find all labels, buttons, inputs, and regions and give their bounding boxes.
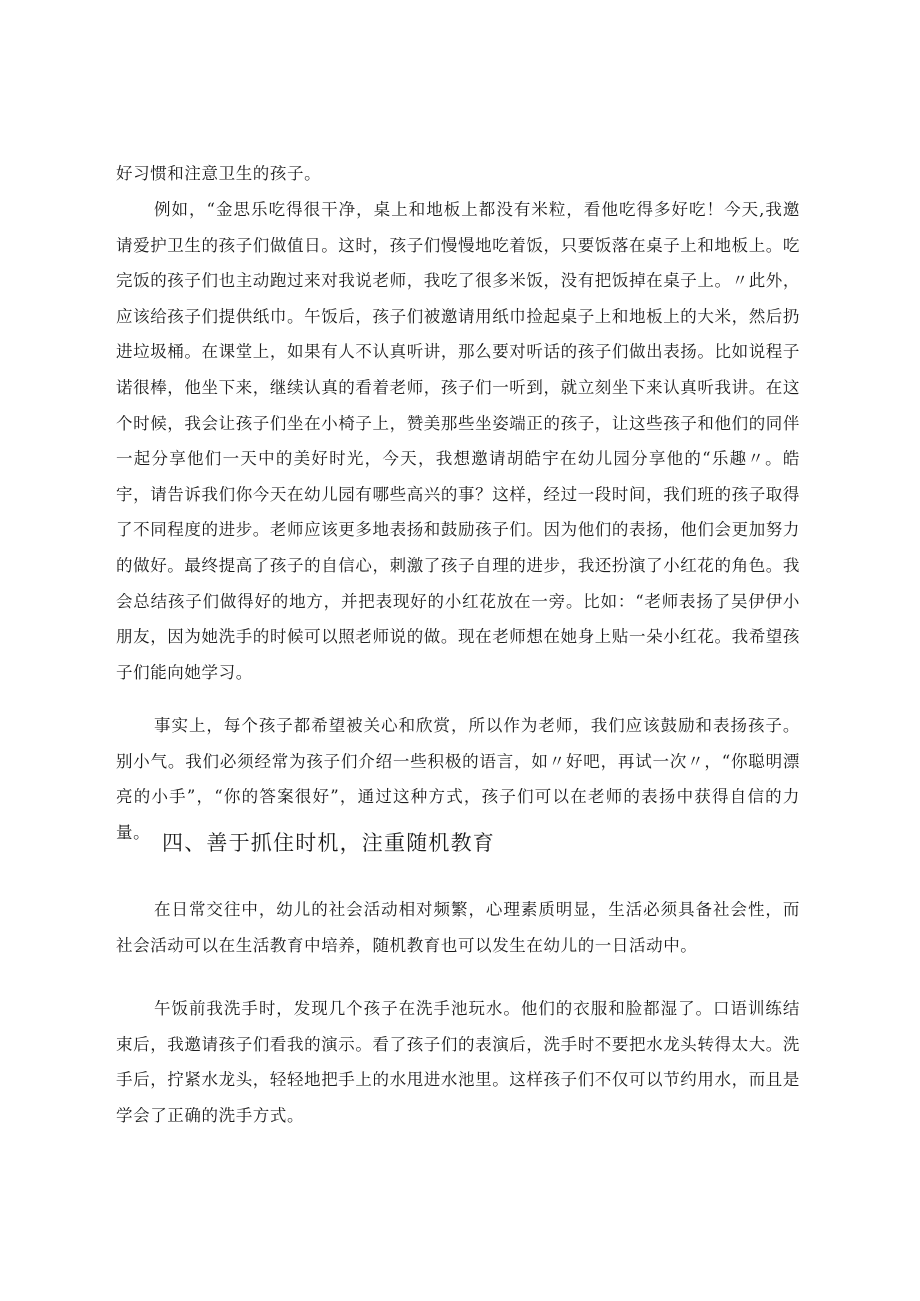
paragraph-encouragement: 事实上，每个孩子都希望被关心和欣赏，所以作为老师，我们应该鼓励和表扬孩子。别小气。我们必须经常为孩子们介绍一些积极的语言，如〃好吧，再试一次〃，“你聪明漂亮的小手”，“你的答案很好”，通过这种方式，孩子们可以在老师的表扬中获得自信的力量。 — [116, 716, 800, 842]
section-heading: 四、善于抓住时机，注重随机教育 — [162, 831, 495, 855]
paragraph-handwashing: 午饭前我洗手时，发现几个孩子在洗手池玩水。他们的衣服和脸都湿了。口语训练结束后，我邀请孩子们看我的演示。看了孩子们的表演后，洗手时不要把水龙头转得太大。洗手后，拧紧水龙头，轻轻地把手上的水甩进水池里。这样孩子们不仅可以节约用水，而且是学会了正确的洗手方式。 — [116, 999, 800, 1125]
paragraph-social-activity: 在日常交往中，幼儿的社会活动相对频繁，心理素质明显，生活必须具备社会性，而社会活动可以在生活教育中培养，随机教育也可以发生在幼儿的一日活动中。 — [116, 900, 800, 955]
paragraph-example-praise: 例如，“金思乐吃得很干净，桌上和地板上都没有米粒，看他吃得多好吃！今天,我邀请爱护卫生的孩子们做值日。这时，孩子们慢慢地吃着饭，只要饭落在桌子上和地板上。吃完饭的孩子们也主动跑过来对我说老师，我吃了很多米饭，没有把饭掉在桌子上。〃此外，应该给孩子们提供纸巾。午饭后，孩子们被邀请用纸巾捡起桌子上和地板上的大米，然后扔进垃圾桶。在课堂上，如果有人不认真听讲，那么要对听话的孩子们做出表扬。比如说程子诺很棒，他坐下来，继续认真的看着老师，孩子们一听到，就立刻坐下来认真听我讲。在这个时候，我会让孩子们坐在小椅子上，赞美那些坐姿端正的孩子，让这些孩子和他们的同伴一起分享他们一天中的美好时光，今天，我想邀请胡皓宇在幼儿园分享他的“乐趣〃。皓宇，请告诉我们你今天在幼儿园有哪些高兴的事？这样，经过一段时间，我们班的孩子取得了不同程度的进步。老师应该更多地表扬和鼓励孩子们。因为他们的表扬，他们会更加努力的做好。最终提高了孩子的自信心，刺激了孩子自理的进步，我还扮演了小红花的角色。我会总结孩子们做得好的地方，并把表现好的小红花放在一旁。比如：“老师表扬了吴伊伊小朋友，因为她洗手的时候可以照老师说的做。现在老师想在她身上贴一朵小红花。我希望孩子们能向她学习。 — [116, 200, 800, 682]
paragraph-continuation: 好习惯和注意卫生的孩子。 — [116, 164, 322, 183]
